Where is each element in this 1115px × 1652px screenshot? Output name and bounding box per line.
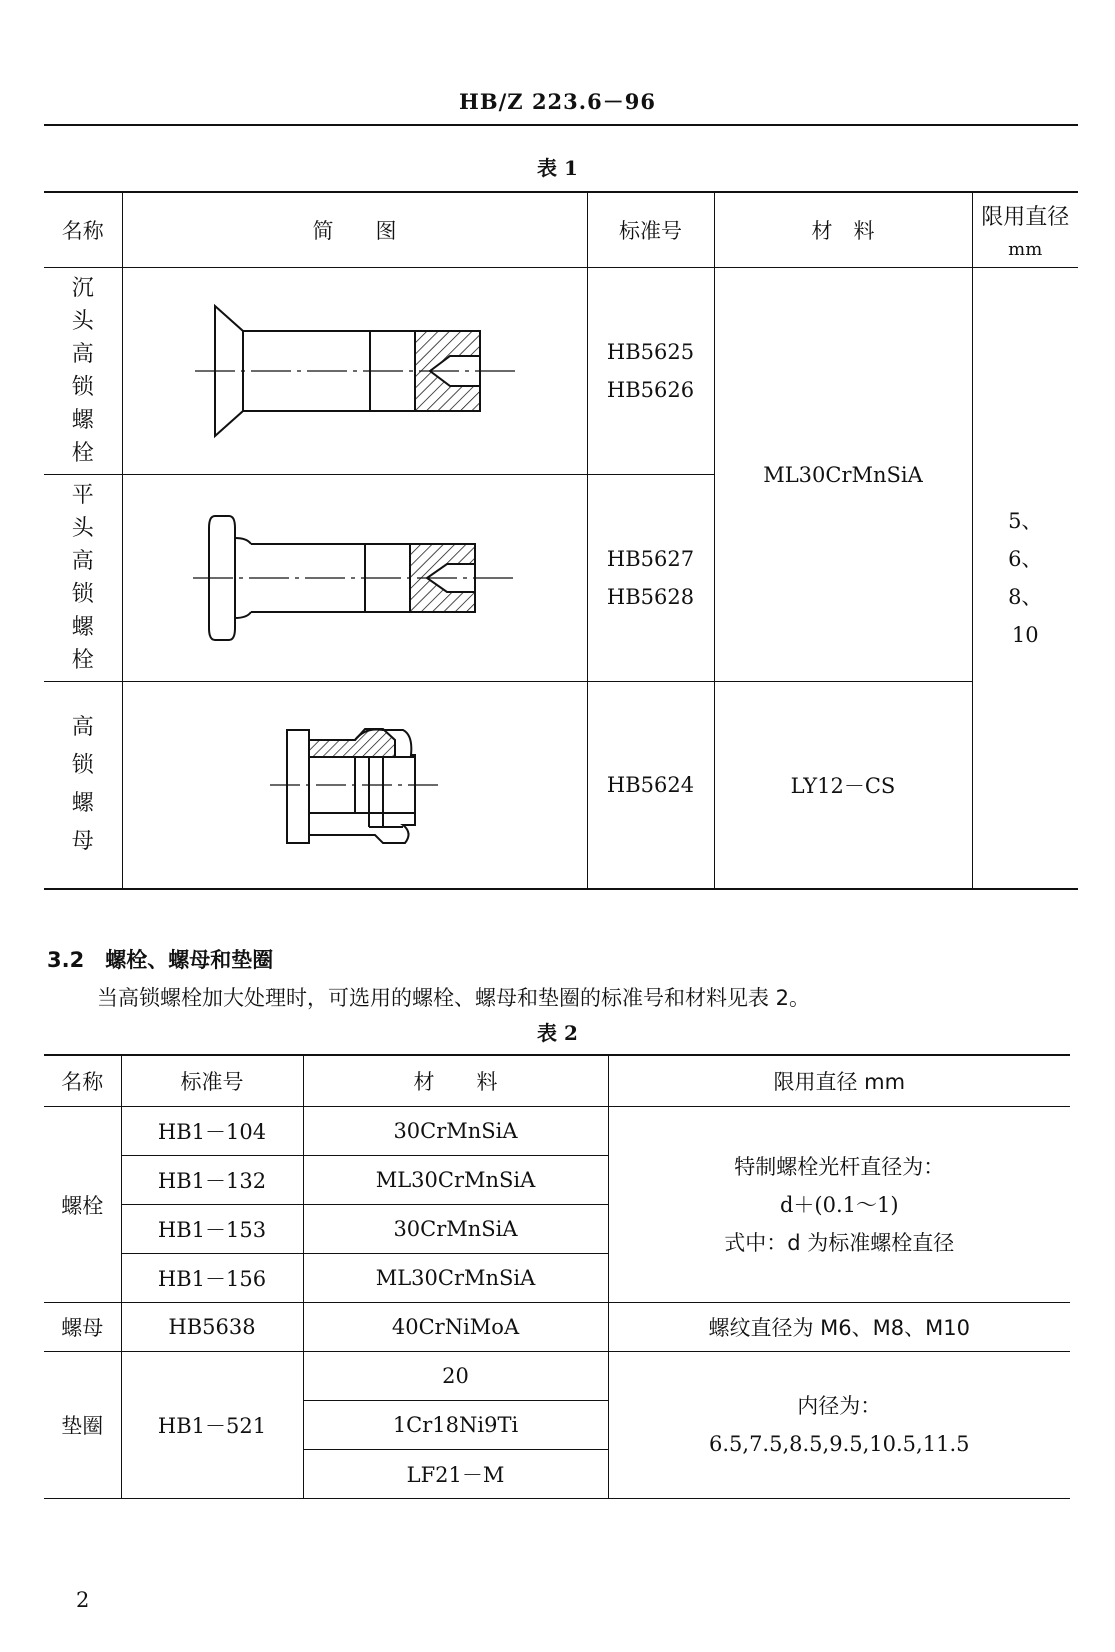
t1-row1-figure (122, 268, 587, 475)
t2-bolt-note-line: 式中：d 为标准螺栓直径 (724, 1230, 955, 1255)
t1-row3-figure (122, 682, 587, 889)
t1-diameter-value: 6、 (1008, 547, 1043, 572)
t1-row1-standard: HB5626 (606, 378, 695, 402)
t2-nut-material: 40CrNiMoA (303, 1303, 608, 1352)
t2-bolt-note (608, 1107, 1070, 1303)
section-heading: 3.2 螺栓、螺母和垫圈 (47, 948, 274, 972)
section-body: 当高锁螺栓加大处理时，可选用的螺栓、螺母和垫圈的标准号和材料见表 2。 (97, 986, 811, 1010)
table2 (44, 1055, 1070, 1499)
t2-bolt-note-line: d＋(0.1～1) (779, 1192, 899, 1217)
t1-header-material: 材 料 (714, 192, 972, 268)
t2-bolt-standard: HB1－104 (121, 1107, 303, 1156)
t1-diameters (972, 268, 1078, 889)
t1-row2-name-char: 栓 (71, 648, 94, 673)
t1-row3-name-char: 锁 (71, 753, 94, 779)
t2-bolt-material: 30CrMnSiA (303, 1107, 608, 1156)
t1-row2-name-char: 头 (71, 516, 94, 541)
t2-washer-note-line: 6.5,7.5,8.5,9.5,10.5,11.5 (709, 1432, 970, 1456)
t1-header-diameter-unit: mm (1008, 238, 1043, 260)
table1 (44, 192, 1078, 889)
t1-header-name: 名称 (44, 192, 122, 268)
t1-row1-name-char: 锁 (71, 375, 94, 400)
t1-row2-standards (587, 475, 714, 682)
t1-row1-name-char: 螺 (71, 408, 94, 433)
header-rule (44, 124, 1078, 126)
t2-nut-standard: HB5638 (121, 1303, 303, 1352)
t1-row2-standard: HB5627 (606, 547, 695, 571)
t2-washer-note-line: 内径为： (797, 1394, 882, 1418)
t1-row1-name-char: 栓 (71, 441, 94, 466)
t1-row1-name-char: 沉 (71, 276, 94, 301)
t2-bolt-standard: HB1－132 (121, 1156, 303, 1205)
t1-row2-figure (122, 475, 587, 682)
t1-row2-name-char: 螺 (71, 615, 94, 640)
t2-nut-name: 螺母 (44, 1303, 121, 1352)
t1-row2-standard: HB5628 (606, 585, 695, 609)
t1-diameter-value: 10 (1011, 623, 1039, 648)
t1-material-bolts: ML30CrMnSiA (714, 268, 972, 682)
t1-row1-name-char: 头 (71, 309, 94, 334)
t1-header-diameter-label: 限用直径 (981, 204, 1070, 230)
t2-header-name: 名称 (44, 1056, 121, 1107)
t1-header-standard: 标准号 (587, 192, 714, 268)
countersunk-bolt-drawing (185, 301, 525, 441)
t1-row2-name-char: 平 (71, 483, 94, 508)
t2-bolt-material: ML30CrMnSiA (303, 1254, 608, 1303)
t1-header-figure: 简 图 (122, 192, 587, 268)
t2-washer-standard: HB1－521 (121, 1352, 303, 1499)
t1-row1-standard: HB5625 (606, 340, 695, 364)
t2-nut-note: 螺纹直径为 M6、M8、M10 (608, 1303, 1070, 1352)
table1-bottom-rule (44, 888, 1078, 890)
t1-diameter-value: 5、 (1008, 509, 1043, 534)
t1-row2-name (44, 475, 122, 682)
t1-row2-name-char: 锁 (71, 582, 94, 607)
t1-row1-name-char: 高 (71, 342, 94, 367)
t2-washer-material: LF21－M (303, 1450, 608, 1499)
t2-header-diameter: 限用直径 mm (608, 1056, 1070, 1107)
t1-row2-name-char: 高 (71, 549, 94, 574)
t1-row1-name (44, 268, 122, 475)
lock-nut-drawing (265, 715, 445, 855)
document-code: HB/Z 223.6－96 (459, 89, 656, 114)
t2-bolt-material: 30CrMnSiA (303, 1205, 608, 1254)
t1-row3-name-char: 螺 (71, 791, 94, 817)
t2-header-standard: 标准号 (121, 1056, 303, 1107)
t1-row3-name-char: 高 (71, 715, 94, 741)
flat-head-bolt-drawing (185, 508, 525, 648)
t1-row3-name (44, 682, 122, 889)
page-number: 2 (76, 1588, 90, 1612)
table1-caption: 表 1 (537, 156, 578, 180)
t2-bolt-standard: HB1－156 (121, 1254, 303, 1303)
t2-bolt-note-line: 特制螺栓光杆直径为： (734, 1154, 945, 1179)
t2-bolt-standard: HB1－153 (121, 1205, 303, 1254)
t2-header-material: 材 料 (303, 1056, 608, 1107)
t2-washer-material: 1Cr18Ni9Ti (303, 1401, 608, 1450)
t1-row1-standards (587, 268, 714, 475)
t1-diameter-value: 8、 (1008, 585, 1043, 610)
t1-header-diameter (972, 192, 1078, 268)
t2-bolt-material: ML30CrMnSiA (303, 1156, 608, 1205)
t1-row3-name-char: 母 (71, 829, 94, 855)
t1-material-nut: LY12－CS (714, 682, 972, 889)
t2-washer-note (608, 1352, 1070, 1499)
t2-washer-material: 20 (303, 1352, 608, 1401)
t1-row3-standard: HB5624 (587, 682, 714, 889)
t2-bolt-name: 螺栓 (44, 1107, 121, 1303)
table2-caption: 表 2 (537, 1021, 578, 1045)
t2-washer-name: 垫圈 (44, 1352, 121, 1499)
